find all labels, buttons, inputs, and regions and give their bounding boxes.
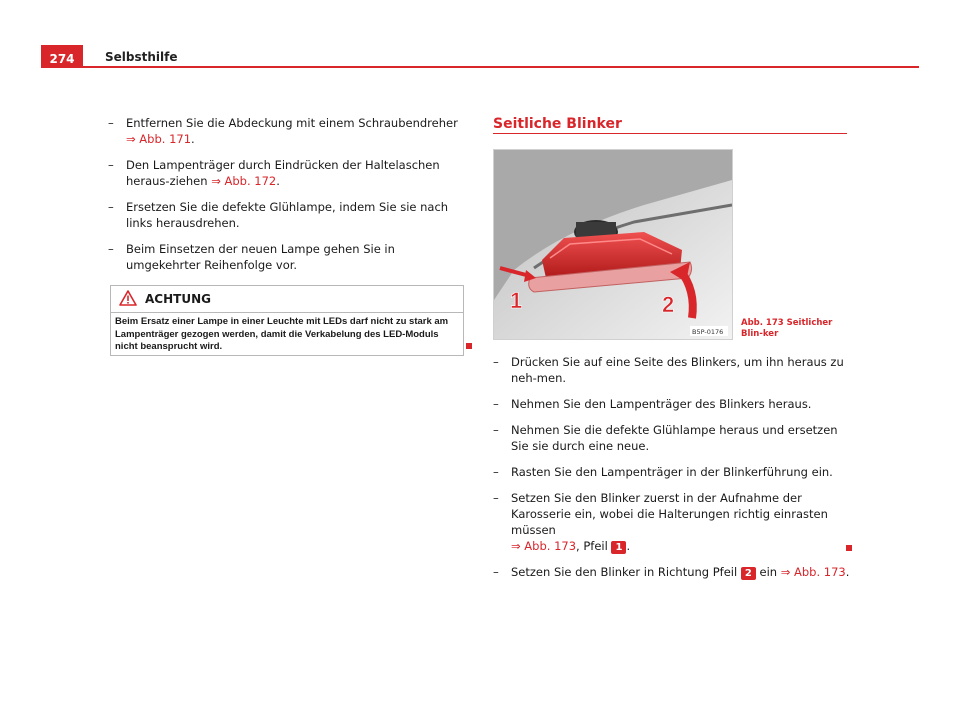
callout-badge-2: 2: [741, 567, 756, 580]
warning-title: ACHTUNG: [145, 292, 211, 306]
end-of-section-square-icon: [846, 545, 852, 551]
right-instruction-list: [493, 354, 853, 580]
header-rule: [41, 66, 919, 68]
list-item: – Drücken Sie auf eine Seite des Blinkers, um ihn heraus zu neh-men.: [493, 354, 853, 386]
side-indicator-illustration: [494, 150, 732, 339]
list-item: – Setzen Sie den Blinker zuerst in der Aufnahme der Karosserie ein, wobei die Halterungen richtig einrasten müssen ⇒ Abb. 173, Pfeil 1 .: [493, 490, 853, 554]
xref-link[interactable]: ⇒ Abb. 171: [126, 132, 192, 146]
list-item: – Setzen Sie den Blinker in Richtung Pfeil 2 ein ⇒ Abb. 173.: [493, 564, 853, 580]
list-item: – Rasten Sie den Lampenträger in der Blinkerführung ein.: [493, 464, 853, 480]
section-rule: [493, 133, 847, 134]
warning-header: [111, 286, 463, 313]
xref-link[interactable]: ⇒ Abb. 173: [780, 565, 846, 579]
list-item: – Ersetzen Sie die defekte Glühlampe, indem Sie sie nach links herausdrehen.: [108, 199, 468, 231]
xref-link[interactable]: ⇒ Abb. 172: [211, 174, 277, 188]
xref-link[interactable]: ⇒ Abb. 173: [511, 539, 577, 553]
left-instruction-list: [108, 115, 468, 273]
callout-badge-1: 1: [611, 541, 626, 554]
figure-side-indicator: [493, 149, 733, 340]
figure-caption: Abb. 173 Seitlicher Blin-ker: [741, 318, 833, 339]
left-column: [108, 115, 468, 283]
list-item: – Nehmen Sie den Lampenträger des Blinkers heraus.: [493, 396, 853, 412]
callout-2: 2: [662, 292, 675, 317]
right-column: [493, 354, 853, 590]
end-of-section-square-icon: [466, 343, 472, 349]
warning-triangle-icon: [119, 290, 137, 309]
callout-1: 1: [510, 288, 523, 313]
list-item: – Beim Einsetzen der neuen Lampe gehen Sie in umgekehrter Reihenfolge vor.: [108, 241, 468, 273]
warning-text: Beim Ersatz einer Lampe in einer Leuchte mit LEDs darf nicht zu stark am Lampenträger gezogen werden, damit die Verkabelung des LED-Moduls nicht beansprucht wird.: [115, 316, 449, 352]
chapter-title: Selbsthilfe: [105, 50, 178, 64]
page-number: 274: [41, 45, 83, 67]
list-item: – Nehmen Sie die defekte Glühlampe heraus und ersetzen Sie sie durch eine neue.: [493, 422, 853, 454]
list-item: – Entfernen Sie die Abdeckung mit einem Schraubendreher ⇒ Abb. 171.: [108, 115, 468, 147]
section-title: Seitliche Blinker: [493, 116, 622, 132]
list-item: – Den Lampenträger durch Eindrücken der Haltelaschen heraus-ziehen ⇒ Abb. 172.: [108, 157, 468, 189]
figure-code: B5P-0176: [692, 328, 724, 336]
warning-box: [110, 285, 464, 356]
